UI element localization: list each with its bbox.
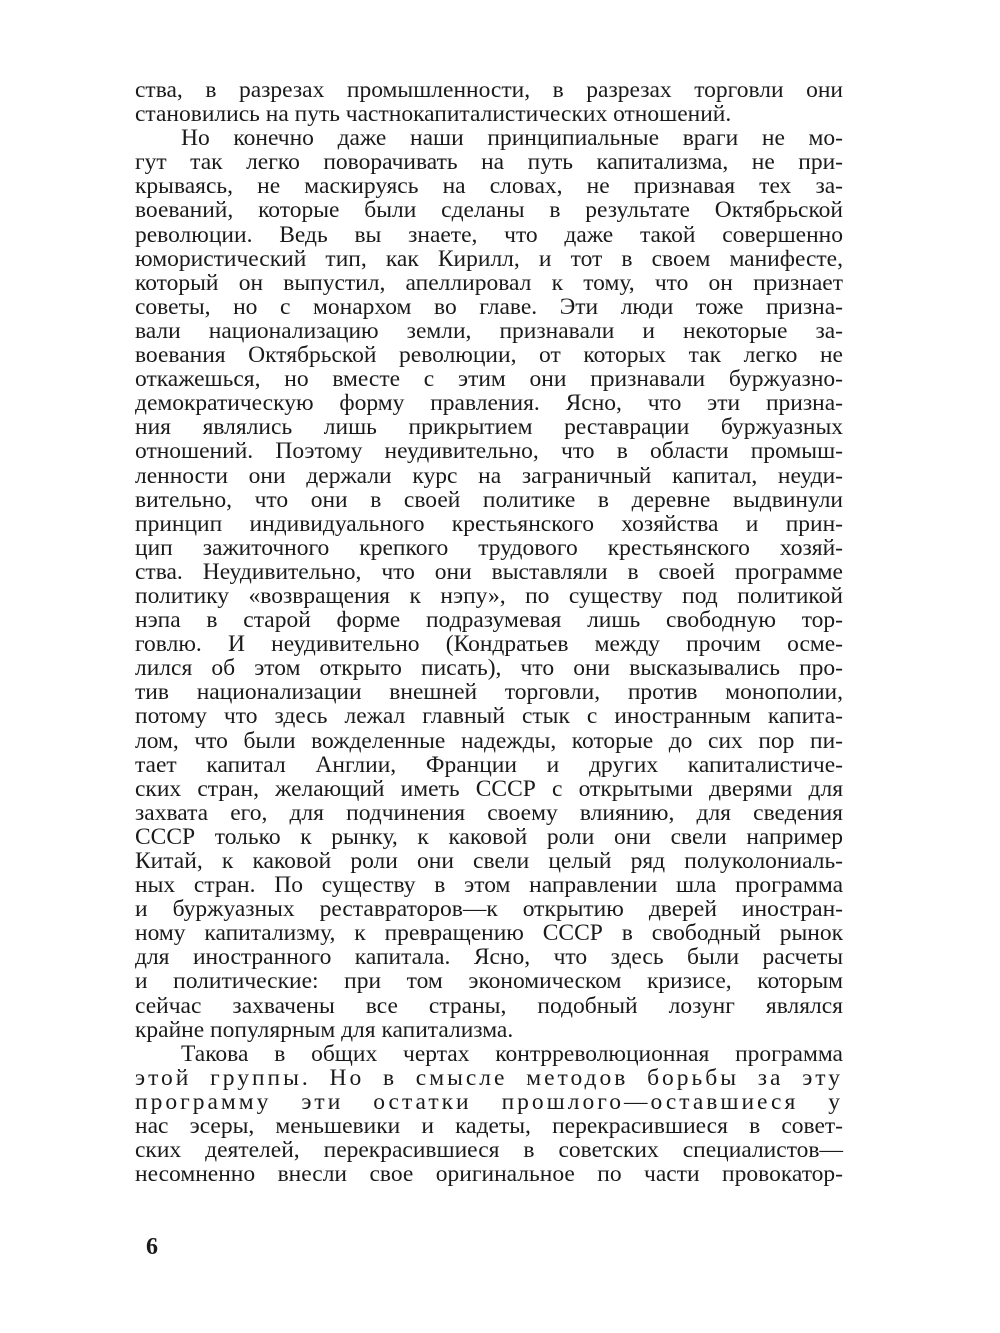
text-line: захвата его, для подчинения своему влиянию, для сведения bbox=[135, 799, 843, 826]
text-line: и буржуазных реставраторов—к открытию дверей иностран- bbox=[135, 896, 843, 923]
text-line: сейчас захвачены все страны, подобный лозунг являлся bbox=[135, 992, 843, 1019]
text-line: принцип индивидуального крестьянского хозяйства и прин- bbox=[135, 510, 843, 537]
text-line: цип зажиточного крепкого трудового крестьянского хозяй- bbox=[135, 534, 843, 561]
text-line: откажешься, но вместе с этим они признавали буржуазно- bbox=[135, 366, 843, 393]
paragraph-first-line: Но конечно даже наши принципиальные враги не мо- bbox=[181, 125, 843, 152]
body-text bbox=[135, 78, 843, 1186]
text-line: лом, что были вожделенные надежды, которые до сих пор пи- bbox=[135, 727, 843, 754]
text-line: нас эсеры, меньшевики и кадеты, перекрасившиеся в совет- bbox=[135, 1113, 843, 1140]
text-line: отношений. Поэтому неудивительно, что в области промыш- bbox=[135, 438, 843, 465]
text-line: Китай, к каковой роли они свели целый ряд полуколониаль- bbox=[135, 848, 843, 874]
text-line: ства. Неудивительно, что они выставляли в своей программе bbox=[135, 558, 843, 585]
text-line: гут так легко поворачивать на путь капитализма, не при- bbox=[135, 149, 843, 176]
text-line: крываясь, не маскируясь на словах, не признавая тех за- bbox=[135, 173, 843, 200]
text-line: юмористический тип, как Кирилл, и тот в своем манифесте, bbox=[135, 245, 843, 272]
text-line: советы, но с монархом во главе. Эти люди тоже призна- bbox=[135, 293, 843, 320]
text-line: тив национализации внешней торговли, против монополии, bbox=[135, 679, 843, 706]
text-line: который он выпустил, апеллировал к тому, что он признает bbox=[135, 269, 843, 296]
text-line: ских стран, желающий иметь СССР с открытыми дверями для bbox=[135, 775, 843, 802]
text-line: крайне популярным для капитализма. bbox=[135, 1016, 514, 1043]
text-line: политику «возвращения к нэпу», по существу под политикой bbox=[135, 582, 843, 609]
text-line-spaced: этой группы. Но в смысле методов борьбы за эту bbox=[135, 1064, 843, 1091]
text-line: тает капитал Англии, Франции и других капиталистиче- bbox=[135, 751, 843, 778]
text-line: становились на путь частнокапиталистических отношений. bbox=[135, 101, 732, 128]
text-line: для иностранного капитала. Ясно, что здесь были расчеты bbox=[135, 944, 843, 971]
text-line: и политические: при том экономическом кризисе, которым bbox=[135, 968, 843, 995]
text-line: вали национализацию земли, признавали и некоторые за- bbox=[135, 317, 843, 344]
text-line: ных стран. По существу в этом направлении шла программа bbox=[135, 872, 843, 899]
text-line: демократическую форму правления. Ясно, что эти призна- bbox=[135, 390, 843, 417]
text-line: ства, в разрезах промышленности, в разрезах торговли они bbox=[135, 77, 843, 103]
text-line: воевания Октябрьской революции, от которых так легко не bbox=[135, 342, 843, 369]
text-line: потому что здесь лежал главный стык с иностранным капита- bbox=[135, 703, 843, 730]
text-line: ских деятелей, перекрасившиеся в советских специалистов— bbox=[135, 1137, 843, 1164]
text-line: говлю. И неудивительно (Кондратьев между прочим осме- bbox=[135, 631, 843, 658]
paragraph-first-line: Такова в общих чертах контрреволюционная программа bbox=[181, 1040, 843, 1067]
text-line-spaced: программу эти остатки прошлого—оставшиеся у bbox=[135, 1088, 843, 1115]
page-number: 6 bbox=[146, 1234, 158, 1260]
text-line: вительно, что они в своей политике в деревне выдвинули bbox=[135, 486, 843, 513]
text-line: воеваний, которые были сделаны в результате Октябрьской bbox=[135, 197, 843, 224]
text-line: ленности они держали курс на заграничный капитал, неуди- bbox=[135, 462, 843, 489]
text-line: несомненно внесли свое оригинальное по части провокатор- bbox=[135, 1161, 843, 1188]
text-line: революции. Ведь вы знаете, что даже такой совершенно bbox=[135, 221, 843, 248]
text-line: ному капитализму, к превращению СССР в свободный рынок bbox=[135, 920, 843, 947]
text-line: СССР только к рынку, к каковой роли они свели например bbox=[135, 823, 843, 850]
text-line: ния являлись лишь прикрытием реставрации буржуазных bbox=[135, 414, 843, 441]
text-line: лился об этом открыто писать), что они высказывались про- bbox=[135, 655, 843, 682]
text-line: нэпа в старой форме подразумевая лишь свободную тор- bbox=[135, 607, 843, 634]
